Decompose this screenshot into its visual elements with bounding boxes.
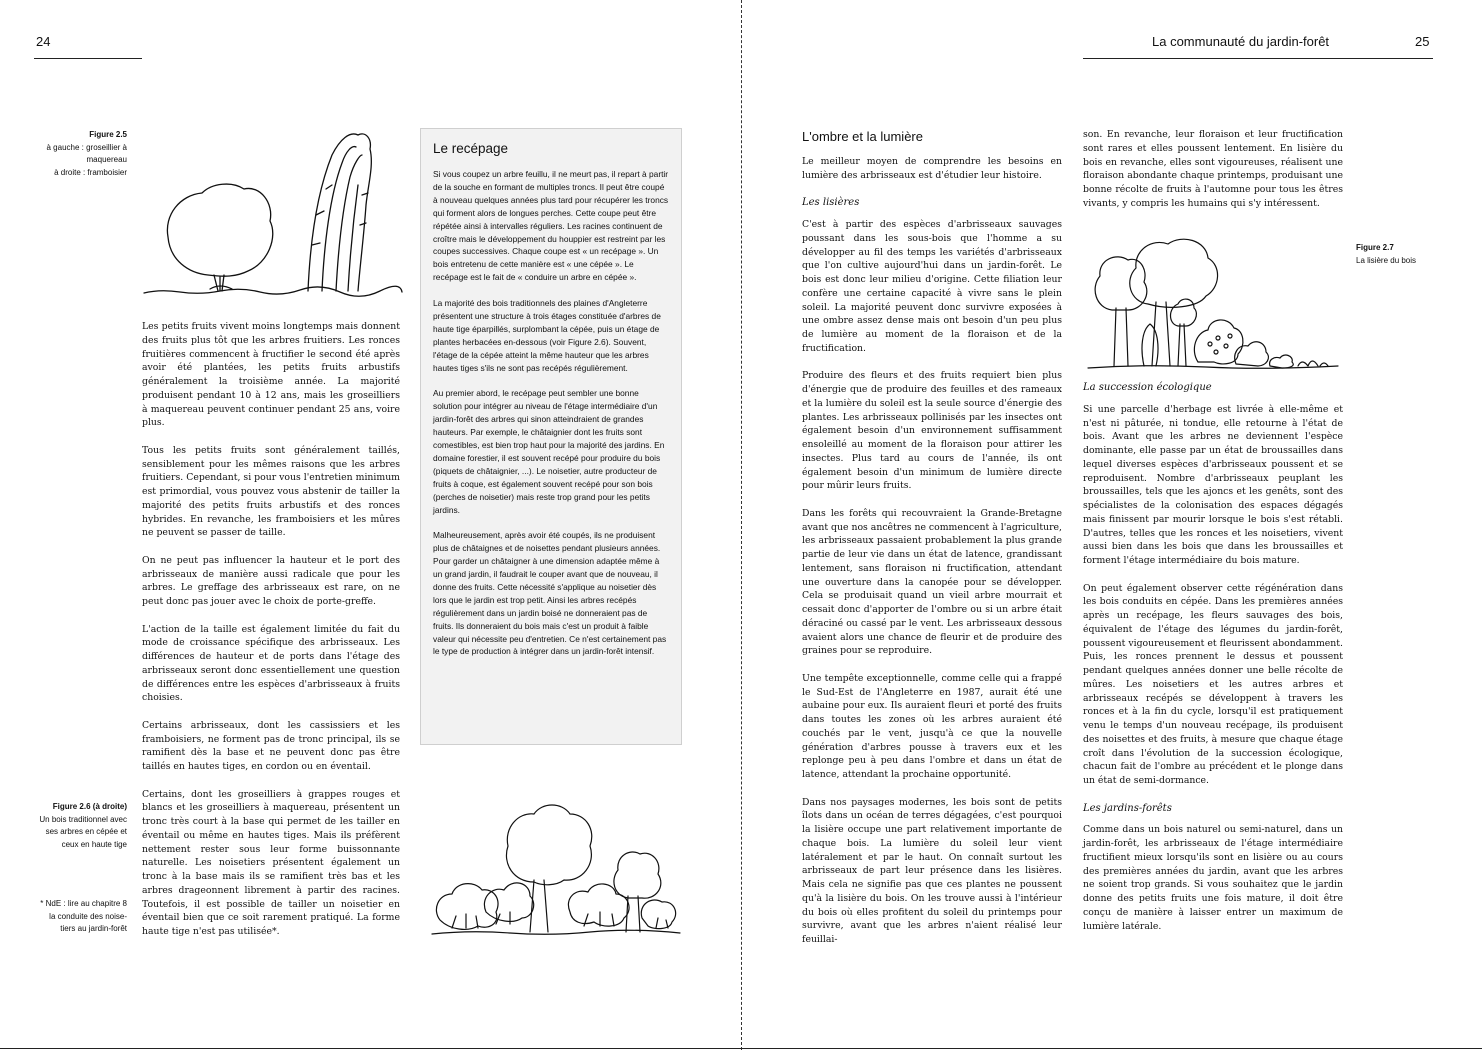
- figure-2-7-caption-text: La lisière du bois: [1356, 255, 1417, 265]
- sidebar-title: Le recépage: [433, 141, 509, 156]
- subheading-succession: La succession écologique: [1083, 382, 1212, 393]
- right-column-2-bottom: [1083, 381, 1343, 947]
- figure-2-5-caption-line: à gauche : groseillier à: [46, 142, 127, 152]
- figure-2-5-caption-line: maquereau: [86, 155, 127, 164]
- sidebar-recepage: [420, 128, 682, 745]
- figure-2-6-caption: [10, 801, 127, 851]
- paragraph: Dans nos paysages modernes, les bois sont de petits îlots dans un océan de terres dégagées, c'est pourquoi la lisière occupe une part relativement importante de chaque bois. La lumière du soleil leur vient latéralement et par le haut. On connaît surtout les arbrisseaux de part leur présence dans les lisières. Mais cela ne signifie pas que ces plantes ne poussent qu'à la lisière du bois. On les trouve aussi à l'intérieur du bois où elles profitent du soleil du printemps pour survivre, avant que les arbres n'aient réalisé leur feuillai-: [802, 796, 1062, 945]
- sidebar-paragraph: Malheureusement, après avoir été coupés, ils ne produisent plus de châtaignes et de noisettes pendant plusieurs années. Pour garder un châtaigner à une dimension adaptée même à un grand jardin, il faudrait le couper avant que de nouveau, il donne des fruits. Cette nécessité s'applique au noisetier dès lors que le jardin est trop petit. Ainsi les arbres recépés régulièrement dans un jardin boisé ne donneraient pas de fruits. Ils donneraient du bois mais c'est un produit à faible valeur qui nécessite peu d'entretien. Ce n'est certainement pas le type de production à intégrer dans un jardin-forêt intensif.: [433, 530, 667, 657]
- page-gutter: [741, 0, 742, 1050]
- figure-2-6-drawing: [430, 800, 682, 938]
- footnote: [10, 898, 127, 936]
- paragraph: Les petits fruits vivent moins longtemps mais donnent des fruits plus tôt que les arbres fruitiers. Les ronces fruitières commencent à fructifier le second été après avoir été plantées, les petits fruits arbustifs généralement la troisième année. La majorité produisent pendant 10 à 12 ans, mais les groseilliers à maquereau peuvent continuer pendant 25 ans, voire plus.: [142, 321, 400, 429]
- paragraph: Si une parcelle d'herbage est livrée à elle-même et n'est ni pâturée, ni tondue, elle retourne à l'état de bois. Avant que les arbres ne deviennent l'espèce dominante, elle passe par un état de broussailles dans lequel diverses espèces d'arbrisseaux poussent et se reproduisent. Nombre d'arbrisseaux peuplant les broussailles, tels que les ajoncs et les genêts, sont des spécialistes de la colonisation des espaces dégagés mais finissent par mourir lorsque le bois s'est rétabli. D'autres, telles que les ronces et les noisetiers, vivent aussi bien dans les bois que dans les broussailles et forment l'étage intermédiaire du bois mature.: [1083, 403, 1343, 566]
- figure-2-5-caption-line: à droite : framboisier: [54, 167, 127, 177]
- paragraph: C'est à partir des espèces d'arbrisseaux sauvages poussant dans les sous-bois que l'homme a su développer au fil des temps les variétés d'arbrisseaux que l'on cultive aujourd'hui dans un jardin-forêt. Le bois est donc leur milieu d'origine. Cette filiation leur confère une certaine capacité à vivre sans le plein soleil. La majorité peuvent donc survivre exposées à une ombre assez dense mais ont besoin d'un peu plus de lumière au moment de la floraison et de la fructification.: [802, 219, 1062, 354]
- paragraph: On ne peut pas influencer la hauteur et le port des arbrisseaux de manière aussi radicale que pour les arbres. Le greffage des arbrisseaux est rare, on ne peut donc pas jouer avec le choix de porte-greffe.: [142, 554, 400, 607]
- figure-2-6-caption-line: Un bois traditionnel avec: [39, 814, 127, 824]
- footnote-line: * NdE : lire au chapitre 8: [40, 899, 127, 908]
- running-title: La communauté du jardin-forêt: [1152, 34, 1330, 49]
- right-page-number: 25: [1415, 34, 1430, 49]
- sidebar-paragraph: Au premier abord, le recépage peut sembler une bonne solution pour intégrer au niveau de l'étage intermédiaire d'un jardin-forêt des arbres qui sinon atteindraient de grandes hauteurs. Par exemple, le châtaignier dont les fruits sont comestibles, est bien trop haut pour la majorité des jardins. En domaine forestier, il est souvent recépé pour produire du bois (piquets de châtaignier, ...). Le noisetier, autre producteur de fruits à coque, est également souvent recépé pour son bois (perches de noisetier) mais reste trop grand pour les petits jardins.: [433, 388, 665, 515]
- figure-2-6-caption-line: ses arbres en cépée et: [45, 827, 127, 836]
- right-header-rule: [1083, 58, 1433, 59]
- figure-2-5-drawing: [140, 125, 405, 300]
- left-body-text: [142, 320, 400, 953]
- figure-2-5-caption: [20, 129, 127, 179]
- bottom-rule: [0, 1048, 1482, 1049]
- sidebar-paragraph: La majorité des bois traditionnels des plaines d'Angleterre présentent une structure à trois étages constituée d'arbres de haute tige éparpillés, surplombant la cépée, puis un étage de plantes herbacées en-dessous (voir Figure 2.6). Souvent, l'étage de la cépée atteint la même hauteur que les arbres hautes tiges s'ils ne sont pas recépés régulièrement.: [433, 298, 661, 373]
- right-column-1: [802, 155, 1062, 961]
- paragraph: Tous les petits fruits sont généralement taillés, sensiblement pour les mêmes raisons que les arbres fruitiers. Cependant, si pour vous l'entretien minimum est primordial, vous pouvez vous abstenir de tailler la majorité des petits fruits arbustifs et des ronces hybrides. En revanche, les framboisiers et les mûres ne peuvent se passer de taille.: [142, 444, 400, 539]
- paragraph: Produire des fleurs et des fruits requiert bien plus d'énergie que de produire des feuilles et des rameaux et la lumière du soleil est la seule source d'énergie des plantes. Les arbrisseaux pollinisés par les insectes ont également besoin d'un environnement suffisamment ensoleillé au moment de la floraison pour attirer les insectes. Plus tard au cours de l'année, ils ont également besoin d'un minimum de lumière directe pour mûrir leurs fruits.: [802, 370, 1062, 492]
- figure-2-7-caption: [1356, 242, 1416, 267]
- figure-2-6-label: Figure 2.6 (à droite): [52, 802, 127, 811]
- paragraph: Certains arbrisseaux, dont les cassissiers et les framboisiers, ne forment pas de tronc principal, ils se ramifient dès la base et ne peuvent donc pas être taillés en hautes tiges, en cordon ou en éventail.: [142, 719, 400, 772]
- subheading-lisieres: Les lisières: [802, 197, 860, 209]
- left-header-rule: [34, 58, 142, 59]
- paragraph: Une tempête exceptionnelle, comme celle qui a frappé le Sud-Est de l'Angleterre en 1987, aurait été une aubaine pour eux. Ils auraient fleuri et porté des fruits dans toutes les zones où les arbres auraient été couchés par le vent, jusqu'à ce que la nouvelle génération d'arbres pousse à travers eux et les replonge peu à peu dans l'ombre et dans un état de latence, attendant la prochaine opportunité.: [802, 672, 1062, 780]
- footnote-line: la conduite des noise-: [49, 911, 127, 921]
- figure-2-7-label: Figure 2.7: [1356, 243, 1394, 252]
- section-heading: L'ombre et la lumière: [802, 129, 923, 144]
- left-page-number: 24: [36, 34, 51, 49]
- paragraph: Certains, dont les groseilliers à grappes rouges et blancs et les groseilliers à maquereau, présentent un tronc très court à la base qui permet de les tailler en éventail ou même en hautes tiges. Mais ils préfèrent nettement rester sous leur forme buissonnante naturelle. Les noisetiers présentent également un tronc à la base mais ils se ramifient très bas et les arbres drageonnent librement à partir des racines. Toutefois, il est possible de tailler un noisetier en éventail bien que ce soit rarement pratiqué. La forme haute tige n'est pas utilisée*.: [142, 788, 400, 937]
- footnote-line: tiers au jardin-forêt: [60, 924, 127, 933]
- paragraph: On peut également observer cette régénération dans les bois conduits en cépée. Dans les premières années après un recépage, les fleurs sauvages des bois, équivalent de l'étage des légumes du jardin-forêt, poussent vigoureusement et fleurissent abondamment. Puis, les ronces prennent le dessus et poussent pendant quelques années donner une belle récolte de mûres. Les noisetiers et les autres arbres et arbrisseaux recépés se développent à travers les ronces et à la fin du cycle, lorsqu'il est pratiquement venu le temps d'un nouveau recépage, ils produisent des noisettes et des fruits, à mesure que chaque étage croît dans l'évolution de la succession écologique, chacun fait de l'ombre au précédent et le plonge dans un état de semi-dormance.: [1083, 582, 1343, 786]
- figure-2-7-drawing: [1086, 232, 1341, 372]
- paragraph: L'action de la taille est également limitée du fait du mode de croissance spécifique des arbrisseaux. Les différences de hauteur et de ports dans l'étage des arbrisseaux seront donc essentiellement une question de différences entre les espèces d'arbrisseaux à fruits choisies.: [142, 623, 400, 704]
- paragraph: Comme dans un bois naturel ou semi-naturel, dans un jardin-forêt, les arbrisseaux de l'étage intermédiaire fructifient mieux lorsqu'ils sont en lisière ou au cours des premières années du jardin, avant que les arbres ne soient trop grands. Si vous souhaitez que le jardin donne des petits fruits une fois mature, il doit être conçu de manière à laisser entrer un maximum de lumière latérale.: [1083, 824, 1343, 932]
- figure-2-5-label: Figure 2.5: [89, 130, 127, 139]
- paragraph: son. En revanche, leur floraison et leur fructification sont rares et elles poussent lentement. En lisière du bois en revanche, elles sont vigoureuses, réalisent une floraison abondante chaque printemps, produisant une bonne récolte de fruits à l'automne pour tous les êtres vivants, y compris les humains qui s'y intéressent.: [1083, 129, 1343, 209]
- right-column-2-top: [1083, 128, 1343, 224]
- subheading-jardins-forets: Les jardins-forêts: [1083, 802, 1172, 814]
- sidebar-paragraph: Si vous coupez un arbre feuillu, il ne meurt pas, il repart à partir de la souche en formant de multiples troncs. Il peut être coupé à nouveau quelques années plus tard pour récupérer les troncs qui forment alors de longues perches. Cette coupe peut être répétée ainsi à intervalles réguliers. Les racines continuent de croître mais le développement du houppier est restreint par les coupes successives. Chaque coupe est « un recépage ». Un bois entretenu de cette manière est « une cépée ». Le recépage est le fait de « conduire un arbre en cépée ».: [433, 169, 669, 283]
- sidebar-text: [433, 168, 669, 658]
- paragraph: Dans les forêts qui recouvraient la Grande-Bretagne avant que nos ancêtres ne commencent à l'agriculture, les arbrisseaux passaient probablement la plus grande partie de leur vie dans un état de latence, grandissant lentement, sans floraison ni fructification, attendant une ouverture dans la canopée pour se développer. Cela se produisait quand un vieil arbre mourrait et cessait donc d'apporter de l'ombre ou si un arbre était déraciné ou cassé par le vent. Les arbrisseaux dessous avaient alors une chance de fleurir et de produire des graines pour se reproduire.: [802, 507, 1062, 657]
- intro-paragraph: Le meilleur moyen de comprendre les besoins en lumière des arbrisseaux est d'étudier leur histoire.: [802, 156, 1062, 181]
- figure-2-6-caption-line: ceux en haute tige: [61, 839, 127, 849]
